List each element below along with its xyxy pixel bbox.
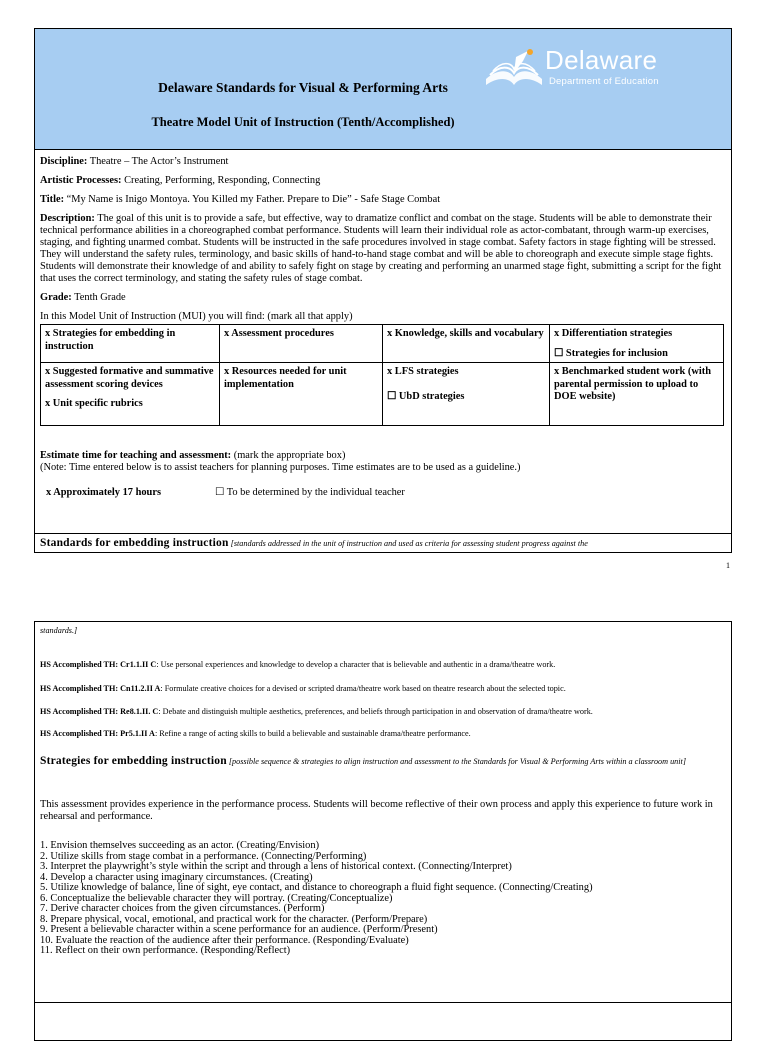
logo-subtitle: Department of Education [549,76,659,87]
mui-checklist-table [40,324,724,426]
estimate-options [40,487,726,501]
estimate-label: Estimate time for teaching and assessment: [40,450,232,461]
list-item: 3. Interpret the playwright’s style within the script and through a lens of historical context. (Connecting/Interpret) [40,861,512,872]
description-label: Description: [40,213,95,224]
standard-item [40,684,728,694]
table-cell [383,325,550,363]
discipline-line [40,156,726,168]
table-row [41,363,724,426]
table-cell [383,363,550,426]
checklist-item: x Knowledge, skills and vocabulary [387,328,544,339]
section-divider [35,1002,731,1003]
mui-intro: In this Model Unit of Instruction (MUI) you will find: (mark all that apply) [40,311,353,322]
table-cell [550,325,724,363]
estimate-label-rest: (mark the appropriate box) [231,450,346,461]
standards-note-continuation: standards.] [40,626,78,635]
list-item: 6. Conceptualize the believable character they will portray. (Creating/Conceptualize) [40,892,393,904]
checklist-item: x Differentiation strategies [554,328,673,339]
standard-text: : Refine a range of acting skills to build a believable and sustainable drama/theatre performance. [154,729,471,738]
estimate-line [40,450,726,462]
logo-wordmark: Delaware [545,45,658,75]
title-value: “My Name is Inigo Montoya. You Killed my Father. Prepare to Die” - Safe Stage Combat [64,194,441,205]
standard-code: HS Accomplished TH: Pr5.1.II A [40,729,155,738]
discipline-value: Theatre – The Actor’s Instrument [87,156,229,167]
checklist-item: x Strategies for embedding in instruction [45,328,176,352]
header-banner [35,29,731,150]
standard-code: HS Accomplished TH: Cr1.1.II C [40,660,157,669]
strategies-heading-block [40,755,728,767]
checklist-item: x LFS strategies [387,366,459,377]
grade-line [40,292,726,304]
table-cell [220,363,383,426]
standard-code: HS Accomplished TH: Cn11.2.II A [40,684,161,693]
processes-value: Creating, Performing, Responding, Connecting [121,175,321,186]
standard-text: : Use personal experiences and knowledge to develop a character that is believable and authentic in a drama/theatre work. [156,660,556,669]
checklist-item: x Benchmarked student work (with parental permission to upload to DOE website) [554,366,712,402]
discipline-label: Discipline: [40,156,88,167]
standard-item [40,729,728,739]
grade-value: Tenth Grade [71,292,126,303]
standard-item [40,707,728,717]
document-subtitle: Theatre Model Unit of Instruction (Tenth/Accomplished) [151,115,455,129]
checklist-item: x Assessment procedures [224,328,334,339]
description-line [40,213,726,285]
standard-text: : Formulate creative choices for a devised or scripted drama/theatre work based on theatre research about the selected topic. [160,684,566,693]
list-item: 11. Reflect on their own performance. (Responding/Reflect) [40,945,291,956]
table-cell [41,325,220,363]
standard-code: HS Accomplished TH: Re8.1.II. C [40,707,159,716]
processes-label: Artistic Processes: [40,175,122,186]
table-row [41,325,724,363]
strategies-heading: Strategies for embedding instruction [40,755,227,767]
title-label: Title: [40,194,65,205]
standards-note: [standards addressed in the unit of instruction and used as criteria for assessing student progress against the [228,539,588,548]
list-item: 10. Evaluate the reaction of the audience after their performance. (Responding/Evaluate) [40,934,409,946]
description-value: The goal of this unit is to provide a safe, but effective, way to dramatize conflict and combat on the stage. Students will be able to demonstrate their technical performance abilities in a choreographed combat performance. Students will learn their individual role as actor-combatant, through warm-up exercises, staging, and fighting unarmed combat. Students will be instructed in the safe procedures involved in stage combat. Safety factors in stage fighting will be stressed. They will understand the safety rules, terminology, and basic skills of hand-to-hand stage combat and will be able to choreograph and execute simple stage fights. Students will demonstrate their knowledge of and ability to safely fight on stage by creating and performing an unarmed stage fight, submitting a script for the fight that uses the correct terminology, and stating the safety rules of stage combat. [40,213,722,284]
document-title: Delaware Standards for Visual & Performing Arts [158,80,448,95]
open-book-icon [483,47,545,95]
checklist-item: ☐ UbD strategies [387,390,465,402]
table-cell [550,363,724,426]
document-page-2 [34,621,732,1041]
list-item: 7. Derive character choices from the given circumstances. (Perform) [40,903,325,914]
processes-line [40,175,726,187]
checklist-item: ☐ Strategies for inclusion [554,347,668,359]
list-item: 2. Utilize skills from stage combat in a performance. (Connecting/Performing) [40,850,367,862]
list-item: 5. Utilize knowledge of balance, line of sight, eye contact, and distance to choreograph a fluid fight sequence. (Connecting/Creating) [40,882,593,893]
checklist-item: x Suggested formative and summative assessment scoring devices [45,366,214,390]
strategy-steps-list [40,841,728,957]
estimate-section [40,450,726,501]
table-cell [220,325,383,363]
standard-item [40,660,728,670]
document-page-1 [34,28,732,553]
standards-bar [35,533,731,553]
checklist-item: x Resources needed for unit implementation [224,366,347,390]
list-item: 9. Present a believable character within a scene performance for an audience. (Perform/Present) [40,924,438,935]
tbd-option: ☐ To be determined by the individual teacher [215,487,405,498]
standards-heading: Standards for embedding instruction [40,537,229,549]
approx-hours-option: x Approximately 17 hours [46,487,161,498]
list-item: 1. Envision themselves succeeding as an actor. (Creating/Envision) [40,840,320,851]
page-number: 1 [726,561,730,570]
checklist-item: x Unit specific rubrics [45,398,143,409]
strategies-note: [possible sequence & strategies to align instruction and assessment to the Standards for Visual & Performing Arts within a classroom unit] [226,757,687,766]
unit-details [40,156,726,501]
title-line [40,194,726,206]
standard-text: : Debate and distinguish multiple aesthetics, preferences, and beliefs through participation in and observation of drama/theatre work. [158,707,593,716]
table-cell [41,363,220,426]
strategies-intro: This assessment provides experience in the performance process. Students will become reflective of their own process and apply this experience to future work in rehearsal and performance. [40,799,713,822]
list-item: 8. Prepare physical, vocal, emotional, and practical work for the character. (Perform/Prepare) [40,913,428,925]
estimate-note: (Note: Time entered below is to assist teachers for planning purposes. Time estimates are to be used as a guideline.) [40,462,521,473]
delaware-doe-logo [483,43,719,99]
grade-label: Grade: [40,292,72,303]
list-item: 4. Develop a character using imaginary circumstances. (Creating) [40,871,313,883]
